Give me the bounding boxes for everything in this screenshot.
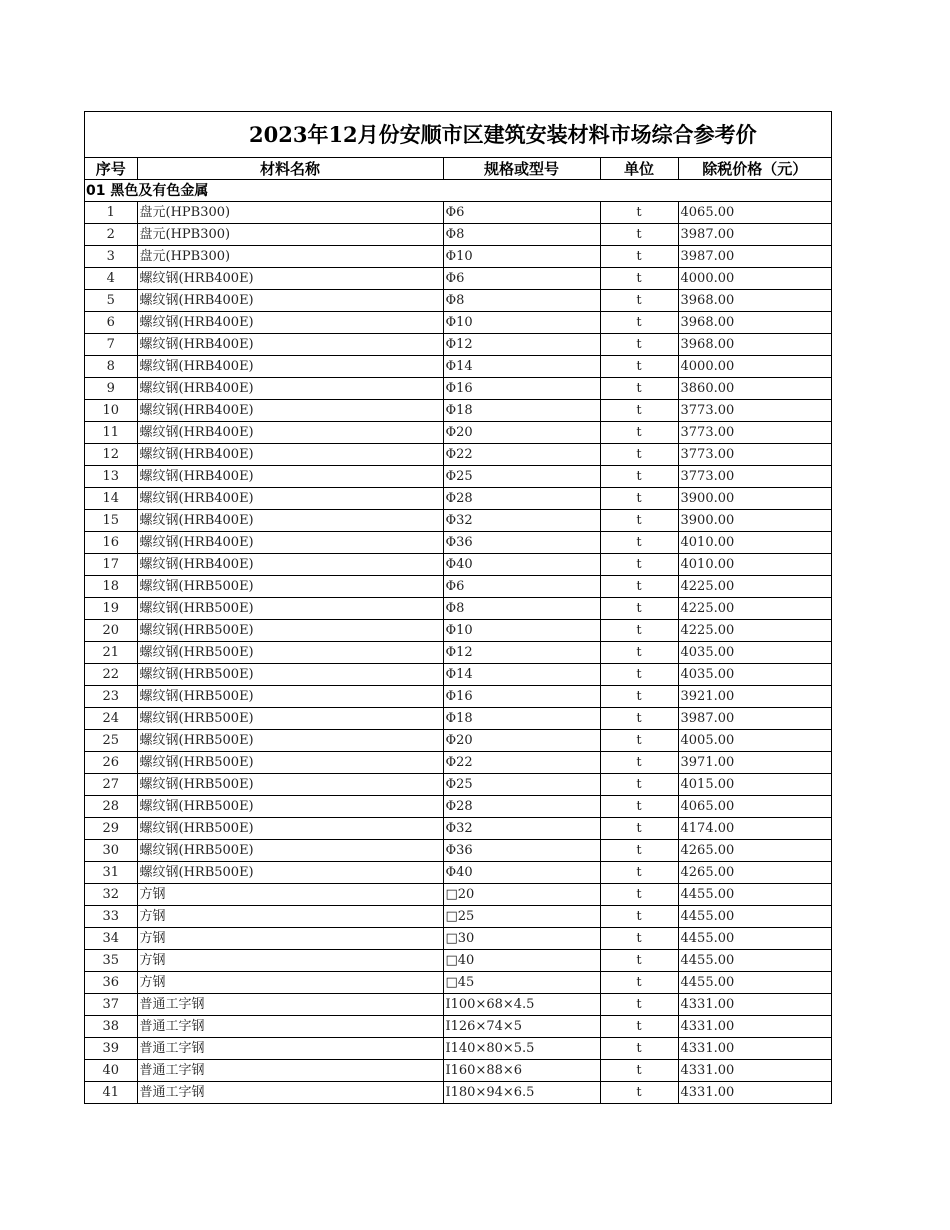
category-row	[85, 180, 831, 202]
unit-cell: t	[600, 862, 678, 884]
spec-cell: Φ18	[443, 400, 600, 422]
price-cell: 4010.00	[678, 532, 831, 554]
material-name-cell: 螺纹钢(HRB500E)	[137, 730, 443, 752]
row-number-cell: 34	[85, 928, 137, 950]
table-row	[85, 664, 831, 686]
price-cell: 3773.00	[678, 466, 831, 488]
material-name-cell: 螺纹钢(HRB400E)	[137, 378, 443, 400]
col-header-no: 序号	[85, 158, 137, 180]
spec-cell: Φ32	[443, 510, 600, 532]
row-number-cell: 19	[85, 598, 137, 620]
table-row	[85, 246, 831, 268]
material-name-cell: 方钢	[137, 972, 443, 994]
table-row	[85, 730, 831, 752]
material-name-cell: 螺纹钢(HRB500E)	[137, 752, 443, 774]
table-row	[85, 444, 831, 466]
row-number-cell: 36	[85, 972, 137, 994]
row-number-cell: 3	[85, 246, 137, 268]
table-row	[85, 224, 831, 246]
table-row	[85, 598, 831, 620]
spec-cell: Φ32	[443, 818, 600, 840]
material-name-cell: 螺纹钢(HRB400E)	[137, 312, 443, 334]
table-row	[85, 928, 831, 950]
price-cell: 3987.00	[678, 224, 831, 246]
spec-cell: Φ40	[443, 862, 600, 884]
price-cell: 4455.00	[678, 950, 831, 972]
unit-cell: t	[600, 598, 678, 620]
row-number-cell: 29	[85, 818, 137, 840]
unit-cell: t	[600, 1016, 678, 1038]
unit-cell: t	[600, 1060, 678, 1082]
material-name-cell: 螺纹钢(HRB500E)	[137, 862, 443, 884]
price-cell: 4455.00	[678, 884, 831, 906]
price-cell: 3971.00	[678, 752, 831, 774]
row-number-cell: 17	[85, 554, 137, 576]
unit-cell: t	[600, 994, 678, 1016]
row-number-cell: 27	[85, 774, 137, 796]
price-cell: 4225.00	[678, 576, 831, 598]
material-name-cell: 方钢	[137, 884, 443, 906]
sheet-title-text: 2023年12月份安顺市区建筑安装材料市场综合参考价	[249, 122, 757, 147]
price-table	[85, 157, 831, 1104]
unit-cell: t	[600, 664, 678, 686]
row-number-cell: 38	[85, 1016, 137, 1038]
unit-cell: t	[600, 752, 678, 774]
price-cell: 4174.00	[678, 818, 831, 840]
table-row	[85, 488, 831, 510]
unit-cell: t	[600, 312, 678, 334]
spec-cell: I160×88×6	[443, 1060, 600, 1082]
unit-cell: t	[600, 400, 678, 422]
row-number-cell: 4	[85, 268, 137, 290]
unit-cell: t	[600, 906, 678, 928]
price-cell: 4265.00	[678, 862, 831, 884]
spec-cell: Φ8	[443, 224, 600, 246]
material-name-cell: 螺纹钢(HRB400E)	[137, 400, 443, 422]
table-row	[85, 884, 831, 906]
row-number-cell: 7	[85, 334, 137, 356]
unit-cell: t	[600, 466, 678, 488]
price-cell: 4455.00	[678, 906, 831, 928]
table-row	[85, 554, 831, 576]
row-number-cell: 6	[85, 312, 137, 334]
price-cell: 3900.00	[678, 510, 831, 532]
material-name-cell: 螺纹钢(HRB400E)	[137, 488, 443, 510]
table-row	[85, 906, 831, 928]
row-number-cell: 22	[85, 664, 137, 686]
material-name-cell: 普通工字钢	[137, 994, 443, 1016]
price-cell: 3968.00	[678, 312, 831, 334]
spec-cell: □45	[443, 972, 600, 994]
price-cell: 4035.00	[678, 642, 831, 664]
row-number-cell: 28	[85, 796, 137, 818]
unit-cell: t	[600, 268, 678, 290]
material-name-cell: 螺纹钢(HRB500E)	[137, 642, 443, 664]
row-number-cell: 15	[85, 510, 137, 532]
price-cell: 4331.00	[678, 1038, 831, 1060]
sheet-title	[85, 112, 831, 157]
unit-cell: t	[600, 510, 678, 532]
row-number-cell: 1	[85, 202, 137, 224]
price-cell: 3860.00	[678, 378, 831, 400]
category-label: 01 黑色及有色金属	[86, 182, 209, 199]
spec-cell: Φ40	[443, 554, 600, 576]
spec-cell: Φ10	[443, 620, 600, 642]
row-number-cell: 9	[85, 378, 137, 400]
material-name-cell: 螺纹钢(HRB500E)	[137, 818, 443, 840]
row-number-cell: 11	[85, 422, 137, 444]
spec-cell: □30	[443, 928, 600, 950]
unit-cell: t	[600, 224, 678, 246]
spec-cell: Φ12	[443, 334, 600, 356]
table-row	[85, 466, 831, 488]
row-number-cell: 32	[85, 884, 137, 906]
unit-cell: t	[600, 928, 678, 950]
table-row	[85, 774, 831, 796]
material-name-cell: 螺纹钢(HRB500E)	[137, 708, 443, 730]
material-name-cell: 螺纹钢(HRB500E)	[137, 796, 443, 818]
row-number-cell: 23	[85, 686, 137, 708]
price-cell: 4225.00	[678, 620, 831, 642]
price-cell: 3773.00	[678, 422, 831, 444]
spec-cell: Φ25	[443, 466, 600, 488]
unit-cell: t	[600, 730, 678, 752]
material-name-cell: 普通工字钢	[137, 1016, 443, 1038]
price-cell: 4331.00	[678, 1082, 831, 1104]
material-name-cell: 盘元(HPB300)	[137, 202, 443, 224]
table-row	[85, 400, 831, 422]
unit-cell: t	[600, 290, 678, 312]
spec-cell: I100×68×4.5	[443, 994, 600, 1016]
spec-cell: Φ8	[443, 290, 600, 312]
spec-cell: Φ18	[443, 708, 600, 730]
price-cell: 4010.00	[678, 554, 831, 576]
material-name-cell: 普通工字钢	[137, 1082, 443, 1104]
unit-cell: t	[600, 334, 678, 356]
price-cell: 4265.00	[678, 840, 831, 862]
table-row	[85, 1082, 831, 1104]
col-header-name: 材料名称	[137, 158, 443, 180]
price-cell: 4000.00	[678, 356, 831, 378]
table-row	[85, 510, 831, 532]
row-number-cell: 30	[85, 840, 137, 862]
table-row	[85, 312, 831, 334]
spec-cell: Φ16	[443, 686, 600, 708]
unit-cell: t	[600, 840, 678, 862]
unit-cell: t	[600, 642, 678, 664]
unit-cell: t	[600, 972, 678, 994]
price-cell: 3773.00	[678, 444, 831, 466]
price-sheet	[84, 111, 832, 1104]
row-number-cell: 35	[85, 950, 137, 972]
table-row	[85, 532, 831, 554]
unit-cell: t	[600, 488, 678, 510]
unit-cell: t	[600, 422, 678, 444]
spec-cell: □40	[443, 950, 600, 972]
table-row	[85, 972, 831, 994]
material-name-cell: 螺纹钢(HRB400E)	[137, 356, 443, 378]
unit-cell: t	[600, 708, 678, 730]
table-row	[85, 356, 831, 378]
unit-cell: t	[600, 444, 678, 466]
spec-cell: I180×94×6.5	[443, 1082, 600, 1104]
table-row	[85, 840, 831, 862]
row-number-cell: 16	[85, 532, 137, 554]
price-cell: 4015.00	[678, 774, 831, 796]
material-name-cell: 螺纹钢(HRB500E)	[137, 840, 443, 862]
material-name-cell: 方钢	[137, 928, 443, 950]
row-number-cell: 39	[85, 1038, 137, 1060]
table-row	[85, 202, 831, 224]
spec-cell: Φ16	[443, 378, 600, 400]
price-cell: 3968.00	[678, 290, 831, 312]
price-cell: 3900.00	[678, 488, 831, 510]
table-row	[85, 686, 831, 708]
unit-cell: t	[600, 1038, 678, 1060]
spec-cell: Φ36	[443, 532, 600, 554]
spec-cell: I140×80×5.5	[443, 1038, 600, 1060]
table-row	[85, 620, 831, 642]
spec-cell: Φ20	[443, 422, 600, 444]
price-cell: 3921.00	[678, 686, 831, 708]
row-number-cell: 40	[85, 1060, 137, 1082]
spec-cell: Φ20	[443, 730, 600, 752]
price-cell: 3773.00	[678, 400, 831, 422]
row-number-cell: 10	[85, 400, 137, 422]
material-name-cell: 螺纹钢(HRB400E)	[137, 510, 443, 532]
col-header-price: 除税价格（元）	[678, 158, 831, 180]
material-name-cell: 螺纹钢(HRB500E)	[137, 620, 443, 642]
price-cell: 4035.00	[678, 664, 831, 686]
table-body	[85, 202, 831, 1104]
material-name-cell: 盘元(HPB300)	[137, 224, 443, 246]
spec-cell: Φ8	[443, 598, 600, 620]
table-row	[85, 752, 831, 774]
material-name-cell: 螺纹钢(HRB400E)	[137, 532, 443, 554]
table-row	[85, 422, 831, 444]
price-cell: 4455.00	[678, 928, 831, 950]
price-cell: 4331.00	[678, 994, 831, 1016]
spec-cell: Φ28	[443, 796, 600, 818]
row-number-cell: 21	[85, 642, 137, 664]
col-header-unit: 单位	[600, 158, 678, 180]
material-name-cell: 螺纹钢(HRB400E)	[137, 466, 443, 488]
material-name-cell: 螺纹钢(HRB500E)	[137, 686, 443, 708]
spec-cell: Φ22	[443, 752, 600, 774]
row-number-cell: 24	[85, 708, 137, 730]
price-cell: 4065.00	[678, 202, 831, 224]
row-number-cell: 37	[85, 994, 137, 1016]
table-row	[85, 1016, 831, 1038]
material-name-cell: 螺纹钢(HRB400E)	[137, 268, 443, 290]
price-cell: 3968.00	[678, 334, 831, 356]
material-name-cell: 方钢	[137, 950, 443, 972]
unit-cell: t	[600, 554, 678, 576]
price-cell: 4000.00	[678, 268, 831, 290]
row-number-cell: 14	[85, 488, 137, 510]
table-row	[85, 818, 831, 840]
header-row	[85, 158, 831, 180]
unit-cell: t	[600, 378, 678, 400]
table-row	[85, 1060, 831, 1082]
unit-cell: t	[600, 686, 678, 708]
spec-cell: Φ22	[443, 444, 600, 466]
spec-cell: Φ6	[443, 268, 600, 290]
row-number-cell: 41	[85, 1082, 137, 1104]
table-row	[85, 334, 831, 356]
unit-cell: t	[600, 796, 678, 818]
spec-cell: Φ28	[443, 488, 600, 510]
price-cell: 3987.00	[678, 246, 831, 268]
material-name-cell: 盘元(HPB300)	[137, 246, 443, 268]
row-number-cell: 33	[85, 906, 137, 928]
material-name-cell: 螺纹钢(HRB400E)	[137, 444, 443, 466]
unit-cell: t	[600, 532, 678, 554]
spec-cell: Φ6	[443, 576, 600, 598]
material-name-cell: 螺纹钢(HRB400E)	[137, 554, 443, 576]
row-number-cell: 5	[85, 290, 137, 312]
table-row	[85, 378, 831, 400]
spec-cell: □25	[443, 906, 600, 928]
row-number-cell: 25	[85, 730, 137, 752]
price-cell: 3987.00	[678, 708, 831, 730]
material-name-cell: 方钢	[137, 906, 443, 928]
material-name-cell: 普通工字钢	[137, 1038, 443, 1060]
spec-cell: Φ14	[443, 356, 600, 378]
material-name-cell: 螺纹钢(HRB500E)	[137, 598, 443, 620]
table-row	[85, 642, 831, 664]
table-row	[85, 290, 831, 312]
price-cell: 4455.00	[678, 972, 831, 994]
material-name-cell: 螺纹钢(HRB500E)	[137, 664, 443, 686]
table-row	[85, 994, 831, 1016]
row-number-cell: 31	[85, 862, 137, 884]
spec-cell: Φ12	[443, 642, 600, 664]
price-cell: 4065.00	[678, 796, 831, 818]
spec-cell: □20	[443, 884, 600, 906]
col-header-spec: 规格或型号	[443, 158, 600, 180]
spec-cell: Φ10	[443, 246, 600, 268]
spec-cell: Φ10	[443, 312, 600, 334]
price-cell: 4331.00	[678, 1060, 831, 1082]
unit-cell: t	[600, 1082, 678, 1104]
material-name-cell: 螺纹钢(HRB400E)	[137, 290, 443, 312]
row-number-cell: 18	[85, 576, 137, 598]
spec-cell: I126×74×5	[443, 1016, 600, 1038]
price-cell: 4005.00	[678, 730, 831, 752]
material-name-cell: 螺纹钢(HRB500E)	[137, 774, 443, 796]
material-name-cell: 螺纹钢(HRB400E)	[137, 334, 443, 356]
row-number-cell: 2	[85, 224, 137, 246]
unit-cell: t	[600, 356, 678, 378]
unit-cell: t	[600, 774, 678, 796]
row-number-cell: 8	[85, 356, 137, 378]
material-name-cell: 螺纹钢(HRB500E)	[137, 576, 443, 598]
table-row	[85, 796, 831, 818]
spec-cell: Φ25	[443, 774, 600, 796]
unit-cell: t	[600, 576, 678, 598]
row-number-cell: 26	[85, 752, 137, 774]
price-cell: 4331.00	[678, 1016, 831, 1038]
unit-cell: t	[600, 818, 678, 840]
spec-cell: Φ6	[443, 202, 600, 224]
spec-cell: Φ14	[443, 664, 600, 686]
table-row	[85, 1038, 831, 1060]
unit-cell: t	[600, 202, 678, 224]
material-name-cell: 螺纹钢(HRB400E)	[137, 422, 443, 444]
material-name-cell: 普通工字钢	[137, 1060, 443, 1082]
row-number-cell: 12	[85, 444, 137, 466]
table-row	[85, 950, 831, 972]
row-number-cell: 20	[85, 620, 137, 642]
row-number-cell: 13	[85, 466, 137, 488]
unit-cell: t	[600, 620, 678, 642]
table-row	[85, 576, 831, 598]
table-row	[85, 708, 831, 730]
unit-cell: t	[600, 884, 678, 906]
unit-cell: t	[600, 950, 678, 972]
price-cell: 4225.00	[678, 598, 831, 620]
table-row	[85, 862, 831, 884]
spec-cell: Φ36	[443, 840, 600, 862]
unit-cell: t	[600, 246, 678, 268]
table-row	[85, 268, 831, 290]
